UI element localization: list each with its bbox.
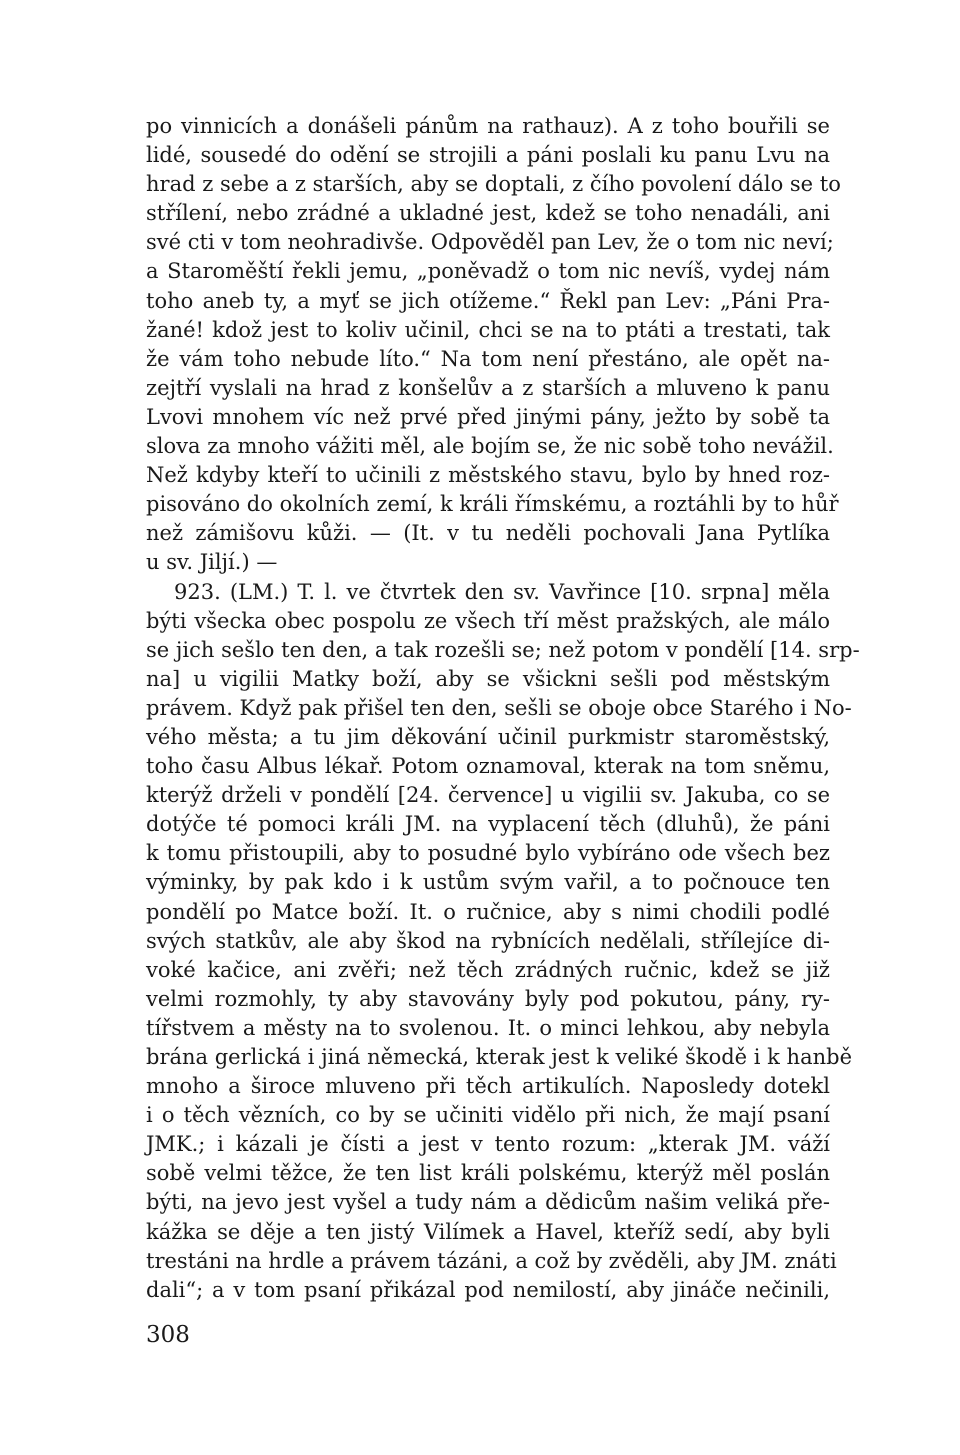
text-line: kážka se děje a ten jistý Vilímek a Havel, kteříž sedí, aby byli	[146, 1219, 830, 1244]
text-line: Lvovi mnohem víc než prvé před jinými pány, ježto by sobě ta	[146, 404, 830, 429]
text-line: pondělí po Matce boží. It. o ručnice, aby s nimi chodili podlé	[146, 899, 830, 924]
text-line: že vám toho nebude líto.“ Na tom není přestáno, ale opět na-	[146, 346, 830, 371]
text-line: hrad z sebe a z starších, aby se doptali, z čího povolení dálo se to	[146, 172, 841, 197]
text-line: právem. Když pak přišel ten den, sešli se oboje obce Starého i No-	[146, 695, 852, 720]
body-text	[146, 112, 860, 1305]
text-line: velmi rozmohly, ty aby stavovány byly pod pokutou, pány, ry-	[146, 986, 830, 1011]
text-line: než zámišovu kůži. — (It. v tu neděli pochovali Jana Pytlíka	[146, 521, 830, 546]
text-line: slova za mnoho vážiti měl, ale bojím se, že nic sobě toho nevážil.	[146, 434, 834, 459]
text-line: se jich sešlo ten den, a tak rozešli se; než potom v pondělí [14. srp-	[146, 637, 860, 662]
text-line: brána gerlická i jiná německá, kterak jest k veliké škodě i k hanbě	[146, 1045, 852, 1069]
text-line: tířstvem a městy na to svolenou. It. o minci lehkou, aby nebyla	[146, 1015, 830, 1040]
text-line: býti všecka obec pospolu ze všech tří měst pražských, ale málo	[146, 608, 830, 633]
text-line: lidé, sousedé do odění se strojili a páni poslali ku panu Lvu na	[146, 143, 830, 168]
text-line: střílení, nebo zrádné a ukladné jest, kdež se toho nenadáli, ani	[146, 201, 830, 226]
text-line: dali“; a v tom psaní přikázal pod nemilostí, aby jináče nečinili,	[146, 1277, 830, 1302]
text-line: sobě velmi těžce, že ten list králi polskému, kterýž měl poslán	[146, 1161, 830, 1186]
text-line: na] u vigilii Matky boží, aby se všickni sešli pod městským	[146, 666, 830, 691]
text-line: kterýž drželi v pondělí [24. července] u vigilii sv. Jakuba, co se	[146, 783, 830, 808]
text-line: trestáni na hrdle a právem tázáni, a což by zvěděli, aby JM. znáti	[146, 1248, 837, 1273]
text-line: mnoho a široce mluveno při těch artikulích. Naposledy dotekl	[146, 1074, 830, 1099]
text-line: zejtří vyslali na hrad z konšelův a z starších a mluveno k panu	[146, 375, 830, 400]
text-line: dotýče té pomoci králi JM. na vyplacení těch (dluhů), že páni	[146, 812, 830, 837]
text-line: JMK.; i kázali je čísti a jest v tento rozum: „kterak JM. váží	[146, 1132, 830, 1157]
text-line: vého města; a tu jim děkování učinil purkmistr staroměstský,	[146, 724, 830, 749]
entry-start-line: 923. (LM.) T. l. ve čtvrtek den sv. Vavřince [10. srpna] měla	[174, 579, 830, 604]
text-line: pisováno do okolních zemí, k králi římskému, a roztáhli by to hůř	[146, 492, 839, 517]
text-line: u sv. Jiljí.) —	[146, 550, 278, 575]
text-line: býti, na jevo jest vyšel a tudy nám a dědicům našim veliká pře-	[146, 1190, 830, 1215]
text-line: k tomu přistoupili, aby to posudné bylo vybíráno ode všech bez	[146, 841, 830, 866]
text-line: voké kačice, ani zvěři; než těch zrádných ručnic, kdež se již	[146, 957, 830, 982]
text-line: i o těch vězních, co by se učiniti vidělo při nich, že mají psaní	[146, 1103, 830, 1128]
text-line: výminky, by pak kdo i k ustům svým vařil, a to počnouce ten	[146, 870, 830, 895]
text-line: po vinnicích a donášeli pánům na rathauz). A z toho bouřili se	[146, 114, 830, 138]
text-line: toho času Albus lékař. Potom oznamoval, kterak na tom sněmu,	[146, 754, 830, 779]
text-line: žané! kdož jest to koliv učinil, chci se na to ptáti a trestati, tak	[146, 317, 830, 342]
text-line: toho aneb ty, a myť se jich otížeme.“ Řekl pan Lev: „Páni Pra-	[146, 288, 830, 313]
text-line: svých statkův, ale aby škod na rybnících nedělali, střílejíce di-	[146, 928, 830, 953]
text-line: své cti v tom neohradivše. Odpověděl pan Lev, že o tom nic neví;	[146, 230, 834, 255]
text-line: a Staroměští řekli jemu, „poněvadž o tom nic nevíš, vydej nám	[146, 259, 830, 284]
text-line: Než kdyby kteří to učinili z městského stavu, bylo by hned roz-	[146, 463, 830, 488]
page-number: 308	[146, 1322, 190, 1348]
